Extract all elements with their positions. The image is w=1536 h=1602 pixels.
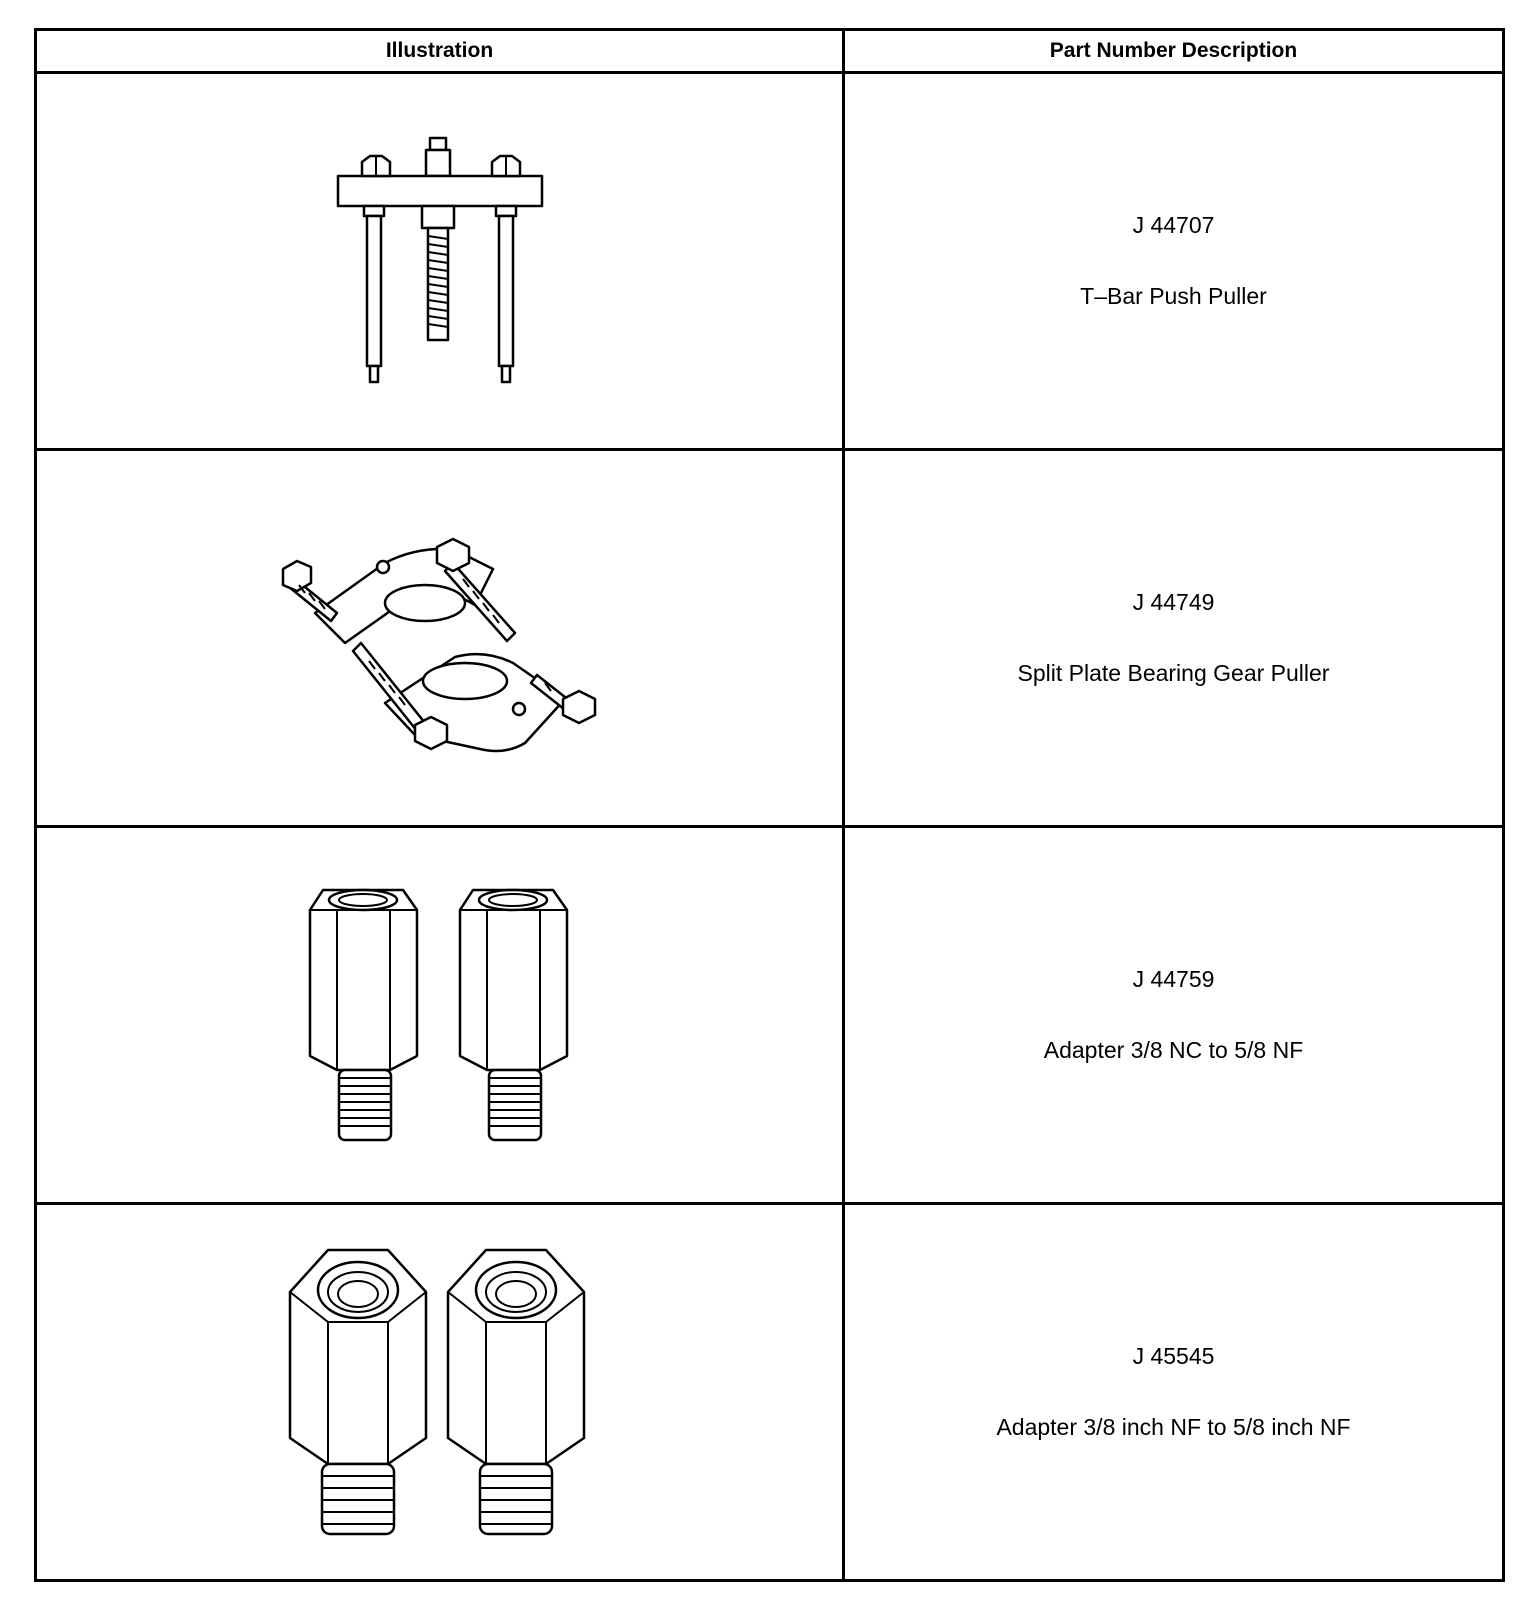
part-description: Adapter 3/8 NC to 5/8 NF xyxy=(1043,1037,1304,1063)
illustration-cell xyxy=(36,450,844,827)
description-cell xyxy=(844,1204,1504,1581)
table-row xyxy=(36,827,1504,1204)
split-plate-puller-illustration xyxy=(275,503,605,773)
illustration-cell xyxy=(36,827,844,1204)
part-number: J 45545 xyxy=(1132,1343,1215,1369)
table-row xyxy=(36,1204,1504,1581)
description-cell xyxy=(844,450,1504,827)
illustration-cell xyxy=(36,1204,844,1581)
adapter-pair-illustration xyxy=(295,880,585,1150)
part-description: T–Bar Push Puller xyxy=(1080,283,1267,309)
description-cell xyxy=(844,827,1504,1204)
part-number: J 44749 xyxy=(1132,589,1215,615)
table-row xyxy=(36,450,1504,827)
part-number: J 44707 xyxy=(1132,212,1215,238)
table-header-row xyxy=(36,30,1504,73)
description-cell xyxy=(844,73,1504,450)
part-description: Adapter 3/8 inch NF to 5/8 inch NF xyxy=(996,1414,1351,1440)
header-part-number-description: Part Number Description xyxy=(844,30,1504,73)
special-tools-table xyxy=(34,28,1505,1582)
part-description: Split Plate Bearing Gear Puller xyxy=(1017,660,1330,686)
adapter-pair-illustration xyxy=(280,1242,600,1542)
header-illustration: Illustration xyxy=(36,30,844,73)
table-row xyxy=(36,73,1504,450)
illustration-cell xyxy=(36,73,844,450)
t-bar-push-puller-illustration xyxy=(320,126,560,396)
part-number: J 44759 xyxy=(1132,966,1215,992)
